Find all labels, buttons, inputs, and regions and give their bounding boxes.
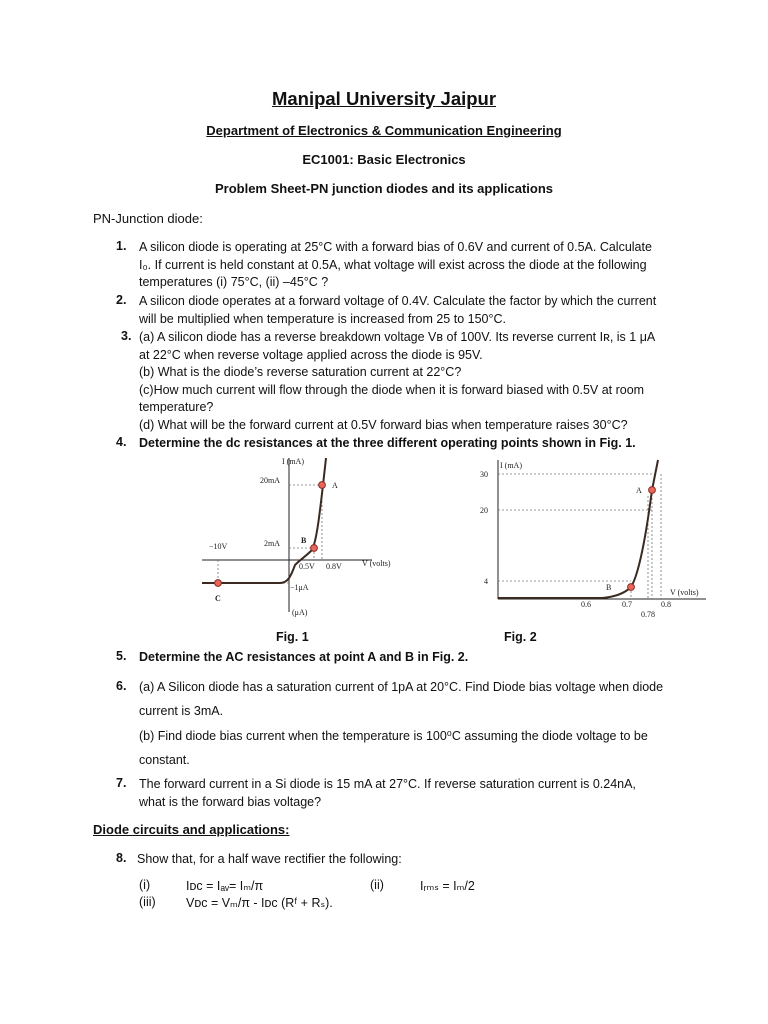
question-number: 8. (116, 851, 127, 865)
fig1-label-1ua: −1μA (290, 583, 309, 592)
fig2-y-tick-30: 30 (480, 470, 488, 479)
fig1-caption: Fig. 1 (276, 630, 309, 644)
question-line: will be multiplied when temperature is increased from 25 to 150°C. (139, 311, 506, 326)
question-line: Determine the dc resistances at the three different operating points shown in Fig. 1. (139, 436, 636, 450)
fig1-point-b (311, 545, 318, 552)
question-number: 1. (116, 239, 127, 253)
question-line: Determine the AC resistances at point A and B in Fig. 2. (139, 650, 469, 664)
fig1-label-neg10v: −10V (209, 542, 228, 551)
fig2-point-a-label: A (636, 486, 642, 495)
fig2-y-axis-label: I (mA) (500, 461, 522, 470)
question-line: (d) What will be the forward current at 0.5V forward bias when temperature raises 30°C? (139, 417, 628, 432)
question-line: (a) A Silicon diode has a saturation current of 1pA at 20°C. Find Diode bias voltage when diode (139, 680, 664, 694)
university-title: Manipal University Jaipur (271, 88, 497, 109)
fig1-label-05v: 0.5V (299, 562, 315, 571)
fig2-caption: Fig. 2 (504, 630, 537, 644)
question-text (139, 776, 675, 811)
fig1-label-08v: 0.8V (326, 562, 342, 571)
fig1-diode-iv-curve (196, 450, 408, 625)
fig1-y-axis-label: I (mA) (282, 457, 304, 466)
question-line: (c)How much current will flow through the diode when it is forward biased with 0.5V at room (139, 382, 645, 397)
question-number: 2. (116, 293, 127, 307)
fig2-x-tick-07: 0.7 (622, 600, 632, 609)
section-heading-pn-junction: PN-Junction diode: (93, 211, 203, 226)
question-line: current is 3mA. (139, 704, 224, 719)
fig2-point-b-label: B (606, 583, 612, 592)
fig1-x-axis-label: V (volts) (362, 559, 391, 568)
fig1-point-b-label: B (301, 536, 307, 545)
fig1-label-2ma: 2mA (264, 539, 280, 548)
fig2-point-b (628, 584, 635, 591)
formula-iii: Vᴅᴄ = Vₘ/π - Iᴅᴄ (Rᶠ + Rₛ). (186, 896, 333, 910)
fig2-y-tick-20: 20 (480, 506, 488, 515)
fig2-point-a (649, 487, 656, 494)
fig1-point-c-label: C (215, 594, 221, 603)
question-line: A silicon diode is operating at 25°C with a forward bias of 0.6V and current of 0.5A. Calculate (139, 240, 652, 254)
question-number: 4. (116, 435, 127, 449)
fig2-extra-tick-078: 0.78 (641, 610, 655, 619)
fig1-neg-axis-label: (μA) (292, 608, 308, 617)
fig1-point-a-label: A (332, 481, 338, 490)
fig1-label-20ma: 20mA (260, 476, 280, 485)
question-text (139, 293, 675, 328)
formula-label-ii: (ii) (370, 878, 384, 892)
fig2-iv-curve (498, 460, 658, 598)
fig2-x-axis-label: V (volts) (670, 588, 699, 597)
formula-ii: Iᵣₘₛ = Iₘ/2 (420, 879, 475, 893)
question-text (139, 239, 675, 292)
formula-label-i: (i) (139, 878, 151, 892)
question-line: The forward current in a Si diode is 15 mA at 27°C. If reverse saturation current is 0.24nA, (139, 777, 636, 791)
question-line: Show that, for a half wave rectifier the following: (137, 852, 402, 866)
question-number: 5. (116, 649, 127, 663)
question-line: A silicon diode operates at a forward voltage of 0.4V. Calculate the factor by which the current (139, 294, 657, 308)
department-heading: Department of Electronics & Communication Engineering (206, 123, 562, 138)
sheet-title: Problem Sheet-PN junction diodes and its applications (214, 181, 554, 196)
question-line: at 22°C when reverse voltage applied across the diode is 95V. (139, 347, 483, 362)
fig1-point-a (319, 482, 326, 489)
fig1-point-c (215, 580, 222, 587)
question-text (139, 675, 675, 773)
question-line: what is the forward bias voltage? (139, 794, 322, 809)
question-number: 6. (116, 679, 127, 693)
question-line: temperatures (i) 75°C, (ii) –45°C ? (139, 275, 329, 290)
section-heading-diode-circuits: Diode circuits and applications: (93, 822, 290, 837)
question-number: 7. (116, 776, 127, 790)
question-number: 3. (121, 329, 132, 343)
question-line: (a) A silicon diode has a reverse breakdown voltage Vʙ of 100V. Its reverse current Iʀ, is 1 μA (139, 330, 656, 344)
question-line: temperature? (139, 400, 214, 415)
formula-i: Iᴅᴄ = Iₐᵥ= Iₘ/π (186, 879, 264, 893)
question-line: (b) What is the diode’s reverse saturation current at 22°C? (139, 365, 462, 380)
formula-label-iii: (iii) (139, 895, 156, 909)
question-line: constant. (139, 753, 190, 768)
fig2-x-tick-08: 0.8 (661, 600, 671, 609)
question-text (139, 329, 675, 435)
question-text (139, 649, 675, 667)
question-text (137, 851, 673, 869)
fig2-y-tick-4: 4 (484, 577, 488, 586)
question-line: (b) Find diode bias current when the temperature is 100⁰C assuming the diode voltage to be (139, 728, 648, 743)
question-line: I₀. If current is held constant at 0.5A, what voltage will exist across the diode at the following (139, 257, 647, 272)
course-heading: EC1001: Basic Electronics (302, 152, 466, 167)
fig2-diode-iv-curve (474, 456, 714, 622)
fig2-x-tick-06: 0.6 (581, 600, 591, 609)
